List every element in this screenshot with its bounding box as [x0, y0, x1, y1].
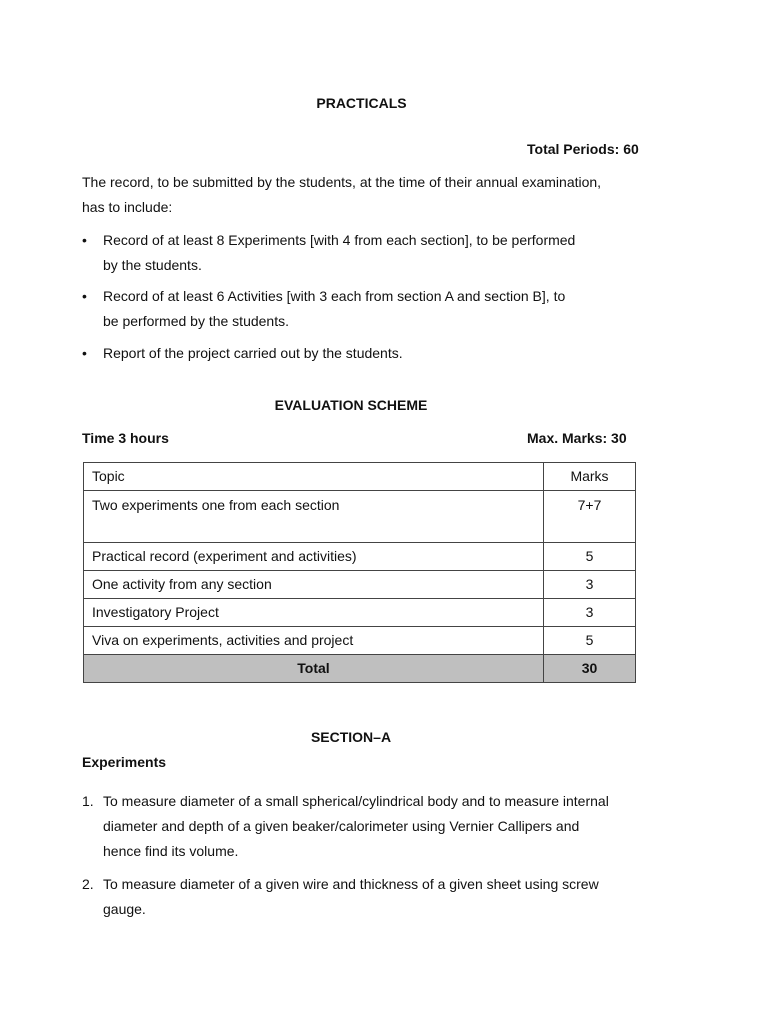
row-topic: One activity from any section	[84, 571, 544, 599]
intro-line-2: has to include:	[82, 199, 173, 215]
row-marks: 5	[544, 543, 636, 571]
table-row	[84, 599, 636, 627]
bullet-text-line: Record of at least 6 Activities [with 3 each from section A and section B], to	[103, 288, 566, 304]
total-marks: 30	[544, 655, 636, 683]
item-text-line: hence find its volume.	[103, 843, 239, 859]
item-text-line: diameter and depth of a given beaker/calorimeter using Vernier Callipers and	[103, 818, 580, 834]
item-number: 1.	[82, 793, 94, 809]
bullet-marker: •	[82, 288, 87, 304]
max-marks-label: Max. Marks: 30	[527, 430, 627, 446]
table-row	[84, 491, 636, 543]
item-number: 2.	[82, 876, 94, 892]
table-row	[84, 627, 636, 655]
total-periods: Total Periods: 60	[527, 141, 639, 157]
table-total-row	[84, 655, 636, 683]
row-marks: 3	[544, 571, 636, 599]
intro-line-1: The record, to be submitted by the students, at the time of their annual examination,	[82, 174, 602, 190]
section-heading: SECTION–A	[310, 729, 392, 745]
header-marks: Marks	[544, 463, 636, 491]
row-topic: Viva on experiments, activities and project	[84, 627, 544, 655]
item-text-line: To measure diameter of a small spherical/cylindrical body and to measure internal	[103, 793, 609, 809]
item-text-line: To measure diameter of a given wire and thickness of a given sheet using screw	[103, 876, 599, 892]
experiments-heading: Experiments	[82, 754, 167, 770]
evaluation-table	[83, 462, 636, 683]
page-title: PRACTICALS	[316, 95, 407, 111]
time-label: Time 3 hours	[82, 430, 169, 446]
item-text-line: gauge.	[103, 901, 146, 917]
evaluation-heading: EVALUATION SCHEME	[274, 397, 428, 413]
table-header-row	[84, 463, 636, 491]
bullet-marker: •	[82, 345, 87, 361]
bullet-text-line: by the students.	[103, 257, 202, 273]
bullet-marker: •	[82, 232, 87, 248]
bullet-text-line: Report of the project carried out by the students.	[103, 345, 403, 361]
table-row	[84, 571, 636, 599]
table-row	[84, 543, 636, 571]
bullet-text-line: Record of at least 8 Experiments [with 4 from each section], to be performed	[103, 232, 576, 248]
row-marks: 7+7	[544, 491, 636, 543]
row-marks: 5	[544, 627, 636, 655]
header-topic: Topic	[84, 463, 544, 491]
row-marks: 3	[544, 599, 636, 627]
total-label: Total	[84, 655, 544, 683]
row-topic: Two experiments one from each section	[84, 491, 544, 543]
row-topic: Practical record (experiment and activities)	[84, 543, 544, 571]
row-topic: Investigatory Project	[84, 599, 544, 627]
bullet-text-line: be performed by the students.	[103, 313, 289, 329]
